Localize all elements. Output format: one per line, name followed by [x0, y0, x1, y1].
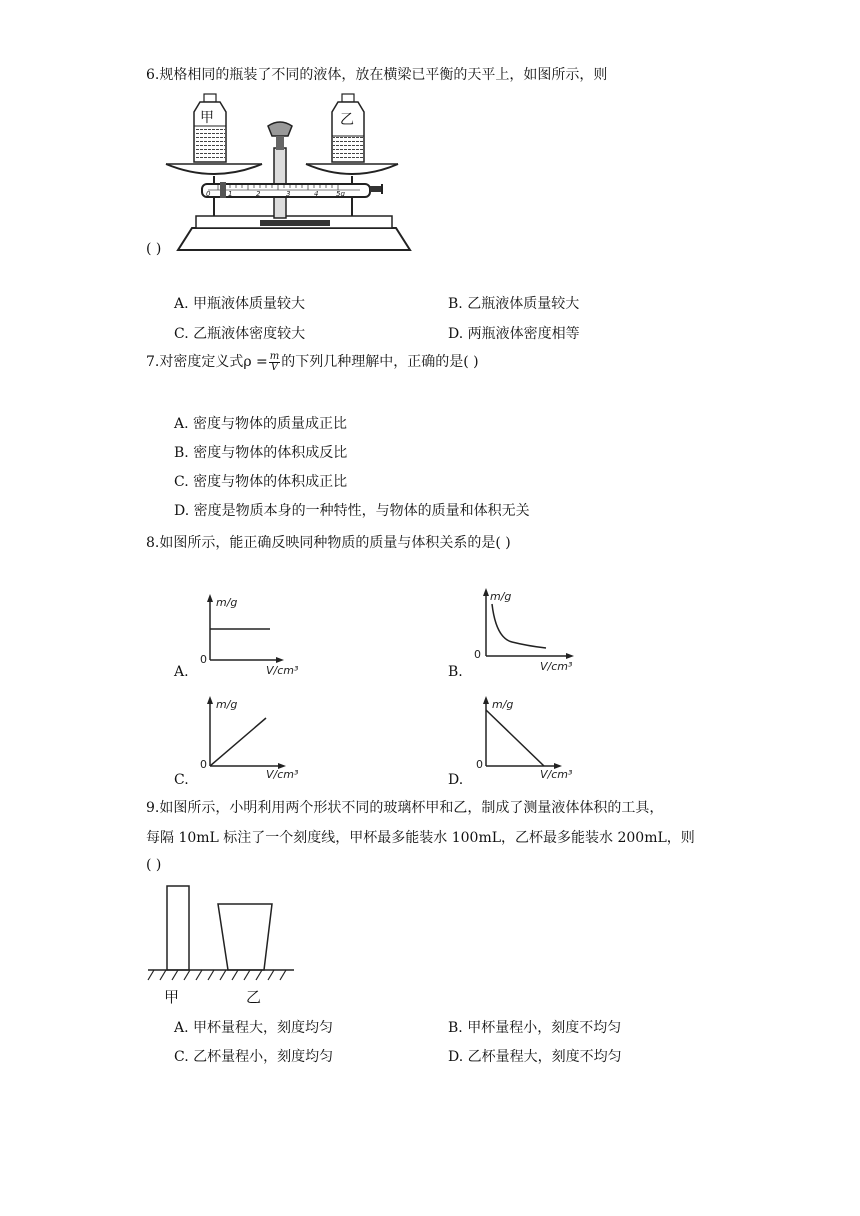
balance-tick-label: 0 [206, 190, 211, 198]
q8-graph-a [196, 592, 316, 678]
q7-option-c: C. 密度与物体的体积成正比 [174, 474, 348, 490]
x-axis-label: V/cm³ [266, 768, 299, 781]
q6-balance-figure [160, 92, 415, 257]
cup-yi-label: 乙 [246, 988, 262, 1006]
cup-yi [218, 904, 272, 970]
q9-blank: ( ) [146, 857, 162, 873]
q7-option-d: D. 密度是物质本身的一种特性，与物体的质量和体积无关 [174, 503, 530, 519]
x-axis-label: V/cm³ [540, 768, 573, 781]
balance-tick-label: 4 [314, 190, 319, 198]
q9-cups-figure [146, 884, 296, 1008]
y-axis-label: m/g [492, 698, 514, 711]
x-axis-label: V/cm³ [540, 660, 573, 673]
y-axis-label: m/g [490, 590, 512, 603]
q7-option-b: B. 密度与物体的体积成反比 [174, 445, 348, 461]
cup-jia [167, 886, 189, 970]
q7-stem-after: 的下列几种理解中，正确的是( ) [281, 354, 479, 370]
origin-label: 0 [476, 758, 483, 771]
q7-option-a: A. 密度与物体的质量成正比 [174, 416, 348, 432]
balance-tick-label: 5g [336, 190, 345, 198]
fraction-denominator: V [270, 361, 279, 373]
bottle-yi-label: 乙 [340, 112, 354, 128]
bottle-jia [194, 94, 226, 162]
q8-option-b-label: B. [448, 664, 463, 680]
q8-graph-d [472, 692, 592, 784]
q6-blank: ( ) [146, 241, 162, 257]
q8-option-d-label: D. [448, 772, 464, 788]
q9-option-a: A. 甲杯量程大，刻度均匀 [174, 1020, 334, 1036]
density-fraction [269, 352, 280, 373]
q6-stem: 6.规格相同的瓶装了不同的液体，放在横梁已平衡的天平上，如图所示，则 [146, 67, 608, 83]
origin-label: 0 [474, 648, 481, 661]
q9-option-d: D. 乙杯量程大，刻度不均匀 [448, 1049, 622, 1065]
q6-option-a: A. 甲瓶液体质量较大 [174, 296, 306, 312]
y-axis-label: m/g [216, 698, 238, 711]
q9-option-c: C. 乙杯量程小，刻度均匀 [174, 1049, 334, 1065]
x-axis-label: V/cm³ [266, 664, 299, 677]
q8-graph-b [472, 588, 592, 678]
q8-option-a-label: A. [174, 664, 189, 680]
balance-tick-label: 1 [228, 190, 233, 198]
q7-stem-before: 7.对密度定义式ρ = [146, 354, 268, 370]
q9-option-b: B. 甲杯量程小，刻度不均匀 [448, 1020, 622, 1036]
fraction-numerator: m [269, 350, 280, 362]
cup-jia-label: 甲 [164, 988, 180, 1006]
origin-label: 0 [200, 653, 207, 666]
origin-label: 0 [200, 758, 207, 771]
balance-tick-label: 2 [256, 190, 261, 198]
q6-option-b: B. 乙瓶液体质量较大 [448, 296, 580, 312]
y-axis-label: m/g [216, 596, 238, 609]
q8-stem: 8.如图所示，能正确反映同种物质的质量与体积关系的是( ) [146, 535, 511, 551]
q6-option-d: D. 两瓶液体密度相等 [448, 326, 580, 342]
bottle-yi [332, 94, 364, 162]
balance-tick-label: 3 [286, 190, 291, 198]
q7-stem [146, 351, 479, 373]
q8-option-c-label: C. [174, 772, 189, 788]
q8-graph-c [196, 692, 316, 784]
q9-stem-line2: 每隔 10mL 标注了一个刻度线，甲杯最多能装水 100mL，乙杯最多能装水 200mL，则 [146, 830, 695, 846]
q6-option-c: C. 乙瓶液体密度较大 [174, 326, 306, 342]
bottle-jia-label: 甲 [200, 110, 214, 126]
q9-stem-line1: 9.如图所示，小明利用两个形状不同的玻璃杯甲和乙，制成了测量液体体积的工具， [146, 800, 664, 816]
